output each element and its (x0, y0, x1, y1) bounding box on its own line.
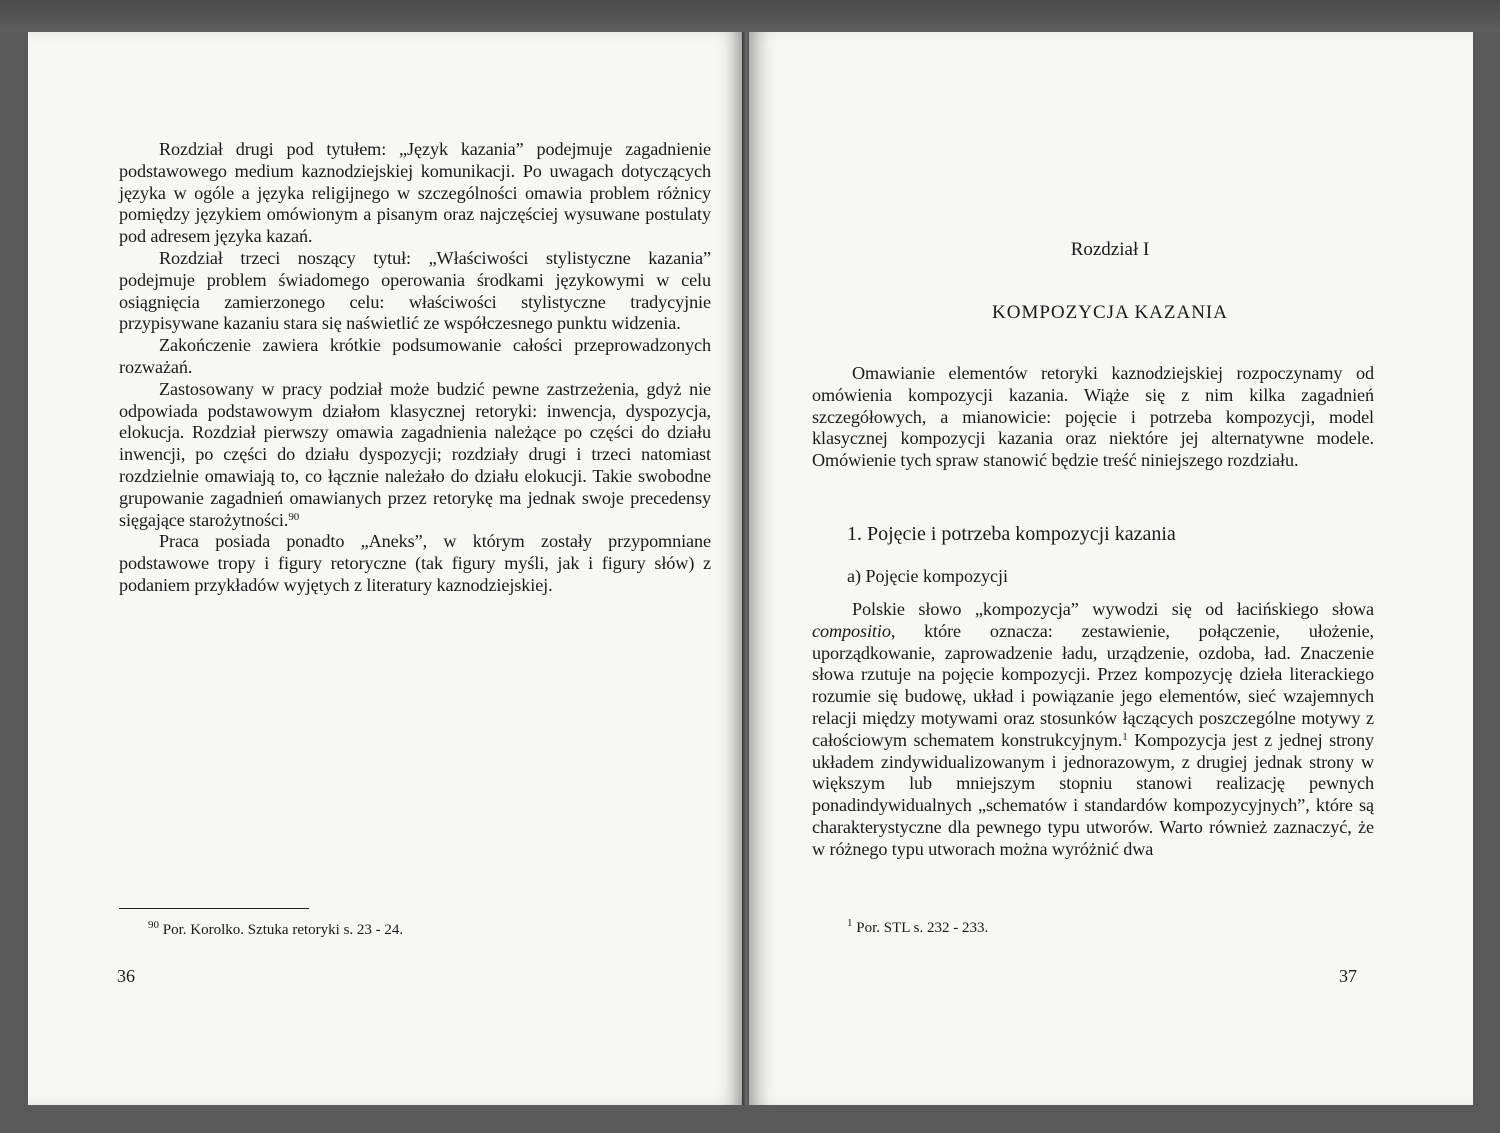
page-number: 36 (117, 966, 135, 986)
left-page (28, 32, 744, 1105)
right-page-intro (812, 363, 1374, 472)
footnote-divider (119, 908, 309, 909)
footnote (847, 919, 988, 937)
subsection-heading: a) Pojęcie kompozycji (847, 566, 1008, 586)
paragraph-chapter-three: Rozdział trzeci noszący tytuł: „Właściwości stylistyczne kazania” podejmuje problem świadomego operowania środkami językowymi w celu osiągnięcia zamierzonego celu: właściwości stylistyczne tradycyjnie przypisywane kazaniu stara się naświetlić ze współczesnego punktu widzenia. (119, 247, 711, 334)
paragraph-text-mid: , które oznacza: zestawienie, połączenie, ułożenie, uporządkowanie, zaprowadzenie ładu, urządzenie, ozdoba, ład. Znaczenie słowa rzutuje na pojęcie kompozycji. Przez kompozycję dzieła literackiego rozumie się budowę, układ i powiązanie jego elementów, sieć wzajemnych relacji między motywami oraz stosunków łączących poszczególne motywy z całościowym schematem konstrukcyjnym. (812, 620, 1374, 750)
footnote-text: Por. Korolko. Sztuka retoryki s. 23 - 24. (162, 922, 404, 938)
footnote-number: 90 (148, 919, 159, 931)
footnote-text: Por. STL s. 232 - 233. (856, 920, 989, 936)
left-page-body (119, 139, 711, 597)
chapter-title: KOMPOZYCJA KAZANIA (992, 302, 1228, 323)
section-heading: 1. Pojęcie i potrzeba kompozycji kazania (847, 523, 1176, 545)
chapter-label: Rozdział I (1070, 239, 1150, 260)
paragraph-conclusion: Zakończenie zawiera krótkie podsumowanie całości przeprowadzonych rozważań. (119, 335, 711, 377)
paragraph-appendix: Praca posiada ponadto „Aneks”, w którym zostały przypomniane podstawowe tropy i figury retoryczne (tak figury myśli, jak i figury słów) z podaniem przykładów wyjętych z literatury kaznodziejskiej. (119, 531, 711, 595)
right-page (749, 32, 1473, 1105)
latin-term: compositio (812, 620, 891, 641)
paragraph-chapter-two: Rozdział drugi pod tytułem: „Język kazania” podejmuje zagadnienie podstawowego medium kaznodziejskiej komunikacji. Po uwagach dotyczących języka w ogóle a języka religijnego w szczególności omawia problem różnicy pomiędzy językiem omówionym a pisanym oraz najczęściej wysuwane postulaty pod adresem języka kazań. (119, 139, 711, 247)
paragraph-intro: Omawianie elementów retoryki kaznodziejskiej rozpoczynamy od omówienia kompozycji kazania. Wiąże się z nim kilka zagadnień szczegółowych, a mianowicie: pojęcie i potrzeba kompozycji, model klasycznej kompozycji kazania oraz niektóre jej alternatywne modele. Omówienie tych spraw stanowić będzie treść niniejszego rozdziału. (812, 363, 1374, 471)
footnote-reference: 90 (288, 510, 300, 523)
footnote-number: 1 (847, 917, 853, 929)
paragraph-composition-definition (812, 599, 1374, 861)
paragraph-division (119, 379, 711, 532)
right-page-body (812, 599, 1374, 861)
paragraph-division-text: Zastosowany w pracy podział może budzić pewne zastrzeżenia, gdyż nie odpowiada podstawowym działom klasycznej retoryki: inwencja, dyspozycja, elokucja. Rozdział pierwszy omawia zagadnienia należące po części do działu inwencji, po części do działu dyspozycji; rozdziały drugi i trzeci natomiast rozdzielnie omawiają to, co łącznie należało do działu elokucji. Takie swobodne grupowanie zagadnień omawianych przez retorykę ma jednak swoje precedensy sięgające starożytności. (119, 378, 711, 530)
page-number: 37 (1339, 966, 1357, 986)
paragraph-text-start: Polskie słowo „kompozycja” wywodzi się od łacińskiego słowa (852, 599, 1374, 619)
scan-background (0, 0, 1500, 32)
paragraph-text-end: Kompozycja jest z jednej strony układem zindywidualizowanym i jednorazowym, z drugiej jednak strony w większym lub mniejszym stopniu stanowi realizację pewnych ponadindywidualnych „schematów i standardów kompozycyjnych”, które są charakterystyczne dla pewnego typu utworów. Warto również zaznaczyć, że w różnego typu utworach można wyróżnić dwa (812, 729, 1374, 859)
footnote-reference: 1 (1122, 730, 1128, 743)
footnote (148, 921, 403, 939)
